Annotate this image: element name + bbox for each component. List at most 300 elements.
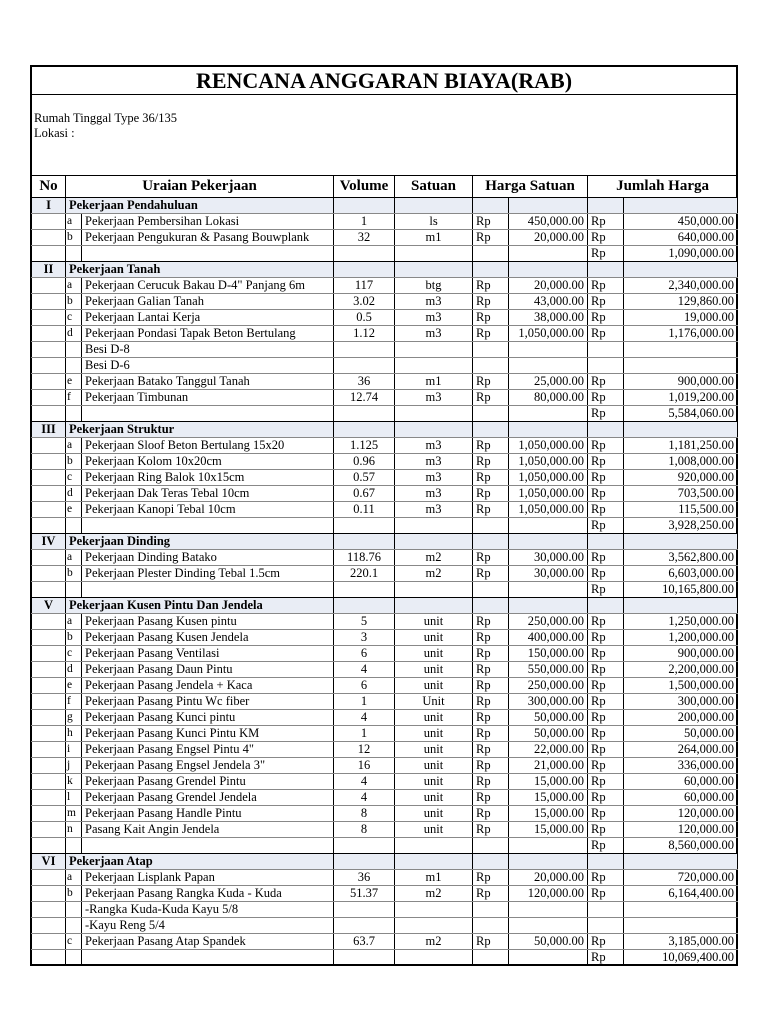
empty-cell (334, 262, 395, 278)
total-currency: Rp (588, 454, 624, 470)
row-number-cell (32, 934, 66, 950)
item-letter: m (66, 806, 82, 822)
item-volume: 220.1 (334, 566, 395, 582)
item-total: 450,000.00 (624, 214, 738, 230)
row-number-cell (32, 390, 66, 406)
price-currency: Rp (473, 470, 509, 486)
item-description: Pekerjaan Pasang Engsel Pintu 4" (82, 742, 334, 758)
total-currency: Rp (588, 694, 624, 710)
item-total (624, 342, 738, 358)
item-letter: d (66, 326, 82, 342)
item-description: Pekerjaan Pasang Engsel Jendela 3" (82, 758, 334, 774)
table-row (32, 742, 738, 758)
header-jumlah-harga: Jumlah Harga (588, 176, 738, 198)
empty-cell (473, 518, 509, 534)
item-letter: a (66, 438, 82, 454)
price-currency: Rp (473, 870, 509, 886)
item-total (624, 918, 738, 934)
item-unit: m3 (395, 326, 473, 342)
item-volume: 12 (334, 742, 395, 758)
section-subtotal: 10,069,400.00 (624, 950, 738, 966)
item-description: Pekerjaan Timbunan (82, 390, 334, 406)
item-unit: m2 (395, 886, 473, 902)
empty-cell (334, 950, 395, 966)
item-unit-price: 50,000.00 (509, 934, 588, 950)
section-header-row (32, 854, 738, 870)
total-currency: Rp (588, 438, 624, 454)
empty-cell (66, 406, 82, 422)
price-currency: Rp (473, 230, 509, 246)
item-description: Pekerjaan Pasang Handle Pintu (82, 806, 334, 822)
empty-cell (82, 406, 334, 422)
item-letter: n (66, 822, 82, 838)
item-unit: unit (395, 614, 473, 630)
item-unit: unit (395, 822, 473, 838)
table-row (32, 822, 738, 838)
price-currency: Rp (473, 486, 509, 502)
table-row (32, 502, 738, 518)
empty-cell (588, 198, 624, 214)
item-description: Pekerjaan Batako Tanggul Tanah (82, 374, 334, 390)
empty-cell (334, 838, 395, 854)
empty-cell (395, 838, 473, 854)
item-letter: b (66, 294, 82, 310)
empty-cell (509, 246, 588, 262)
item-unit-price: 43,000.00 (509, 294, 588, 310)
table-row (32, 278, 738, 294)
empty-cell (334, 198, 395, 214)
item-unit: unit (395, 710, 473, 726)
empty-cell (473, 582, 509, 598)
item-volume: 16 (334, 758, 395, 774)
item-total: 1,019,200.00 (624, 390, 738, 406)
total-currency: Rp (588, 710, 624, 726)
empty-cell (32, 518, 66, 534)
empty-cell (32, 838, 66, 854)
total-currency: Rp (588, 566, 624, 582)
location-label: Lokasi : (34, 126, 75, 140)
item-total: 60,000.00 (624, 774, 738, 790)
item-unit-price: 450,000.00 (509, 214, 588, 230)
table-row (32, 550, 738, 566)
total-currency: Rp (588, 934, 624, 950)
empty-cell (66, 518, 82, 534)
item-letter: j (66, 758, 82, 774)
item-total: 1,176,000.00 (624, 326, 738, 342)
item-total: 120,000.00 (624, 806, 738, 822)
item-unit: unit (395, 630, 473, 646)
item-volume: 3 (334, 630, 395, 646)
table-row (32, 310, 738, 326)
item-description: Pekerjaan Pembersihan Lokasi (82, 214, 334, 230)
item-description: Pekerjaan Lantai Kerja (82, 310, 334, 326)
item-unit-price: 250,000.00 (509, 678, 588, 694)
item-letter (66, 358, 82, 374)
subtotal-currency: Rp (588, 246, 624, 262)
row-number-cell (32, 790, 66, 806)
item-unit: m3 (395, 470, 473, 486)
item-total: 120,000.00 (624, 822, 738, 838)
section-number: VI (32, 854, 66, 870)
total-currency: Rp (588, 390, 624, 406)
item-total: 3,185,000.00 (624, 934, 738, 950)
item-total: 300,000.00 (624, 694, 738, 710)
table-row (32, 294, 738, 310)
price-currency: Rp (473, 550, 509, 566)
empty-cell (82, 950, 334, 966)
table-row (32, 806, 738, 822)
table-row (32, 566, 738, 582)
total-currency: Rp (588, 630, 624, 646)
item-volume: 4 (334, 710, 395, 726)
row-number-cell (32, 294, 66, 310)
item-total: 900,000.00 (624, 374, 738, 390)
item-volume: 1 (334, 694, 395, 710)
item-description: Pekerjaan Kanopi Tebal 10cm (82, 502, 334, 518)
item-letter: h (66, 726, 82, 742)
item-description: Pekerjaan Plester Dinding Tebal 1.5cm (82, 566, 334, 582)
empty-cell (334, 246, 395, 262)
table-row (32, 470, 738, 486)
empty-cell (395, 518, 473, 534)
price-currency: Rp (473, 214, 509, 230)
item-unit (395, 918, 473, 934)
empty-cell (395, 534, 473, 550)
row-number-cell (32, 870, 66, 886)
item-unit-price: 1,050,000.00 (509, 326, 588, 342)
item-description: Pekerjaan Pasang Kunci Pintu KM (82, 726, 334, 742)
item-total: 3,562,800.00 (624, 550, 738, 566)
item-unit-price (509, 358, 588, 374)
section-header-row (32, 198, 738, 214)
item-volume: 4 (334, 662, 395, 678)
item-total: 129,860.00 (624, 294, 738, 310)
empty-cell (509, 406, 588, 422)
price-currency: Rp (473, 294, 509, 310)
item-description: Pekerjaan Kolom 10x20cm (82, 454, 334, 470)
section-title: Pekerjaan Kusen Pintu Dan Jendela (66, 598, 334, 614)
project-name: Rumah Tinggal Type 36/135 (34, 111, 178, 125)
empty-cell (66, 246, 82, 262)
item-volume: 0.57 (334, 470, 395, 486)
price-currency: Rp (473, 326, 509, 342)
item-unit-price (509, 902, 588, 918)
item-unit: ls (395, 214, 473, 230)
item-unit-price: 25,000.00 (509, 374, 588, 390)
total-currency: Rp (588, 678, 624, 694)
item-unit-price: 80,000.00 (509, 390, 588, 406)
item-unit: m3 (395, 310, 473, 326)
item-unit: unit (395, 774, 473, 790)
empty-cell (473, 950, 509, 966)
row-number-cell (32, 694, 66, 710)
item-description: -Kayu Reng 5/4 (82, 918, 334, 934)
item-volume: 36 (334, 374, 395, 390)
item-unit: unit (395, 662, 473, 678)
item-volume: 63.7 (334, 934, 395, 950)
item-description: Pekerjaan Sloof Beton Bertulang 15x20 (82, 438, 334, 454)
subtotal-row (32, 582, 738, 598)
item-total: 2,200,000.00 (624, 662, 738, 678)
item-unit (395, 342, 473, 358)
item-letter: i (66, 742, 82, 758)
section-header-row (32, 422, 738, 438)
total-currency: Rp (588, 758, 624, 774)
price-currency: Rp (473, 438, 509, 454)
table-row (32, 438, 738, 454)
rab-table (31, 175, 738, 966)
table-row (32, 694, 738, 710)
table-row (32, 390, 738, 406)
item-description: Pekerjaan Dak Teras Tebal 10cm (82, 486, 334, 502)
empty-cell (588, 534, 624, 550)
item-letter: c (66, 934, 82, 950)
empty-cell (82, 246, 334, 262)
item-unit: m1 (395, 870, 473, 886)
item-total: 6,603,000.00 (624, 566, 738, 582)
item-description: Pekerjaan Pasang Jendela + Kaca (82, 678, 334, 694)
item-description: Besi D-8 (82, 342, 334, 358)
item-volume (334, 342, 395, 358)
item-description: Pekerjaan Pasang Kusen Jendela (82, 630, 334, 646)
table-row (32, 726, 738, 742)
empty-cell (334, 534, 395, 550)
item-unit-price (509, 342, 588, 358)
empty-cell (395, 582, 473, 598)
item-letter: c (66, 310, 82, 326)
item-total: 19,000.00 (624, 310, 738, 326)
total-currency: Rp (588, 646, 624, 662)
table-row (32, 902, 738, 918)
section-subtotal: 5,584,060.00 (624, 406, 738, 422)
price-currency: Rp (473, 630, 509, 646)
empty-cell (588, 422, 624, 438)
item-unit-price: 20,000.00 (509, 870, 588, 886)
item-total: 1,200,000.00 (624, 630, 738, 646)
item-unit-price: 50,000.00 (509, 726, 588, 742)
price-currency: Rp (473, 806, 509, 822)
table-row (32, 342, 738, 358)
item-description: Pekerjaan Pengukuran & Pasang Bouwplank (82, 230, 334, 246)
item-volume: 0.11 (334, 502, 395, 518)
table-row (32, 886, 738, 902)
row-number-cell (32, 214, 66, 230)
item-total: 1,008,000.00 (624, 454, 738, 470)
price-currency (473, 358, 509, 374)
empty-cell (624, 198, 738, 214)
section-number: V (32, 598, 66, 614)
total-currency: Rp (588, 502, 624, 518)
item-volume: 0.67 (334, 486, 395, 502)
total-currency: Rp (588, 374, 624, 390)
item-total: 1,250,000.00 (624, 614, 738, 630)
table-row (32, 214, 738, 230)
row-number-cell (32, 486, 66, 502)
item-unit: unit (395, 678, 473, 694)
empty-cell (473, 598, 509, 614)
item-volume: 1.12 (334, 326, 395, 342)
subtotal-currency: Rp (588, 406, 624, 422)
item-total: 900,000.00 (624, 646, 738, 662)
item-unit-price: 400,000.00 (509, 630, 588, 646)
item-letter: l (66, 790, 82, 806)
price-currency: Rp (473, 310, 509, 326)
total-currency (588, 358, 624, 374)
section-number: I (32, 198, 66, 214)
item-volume: 8 (334, 806, 395, 822)
empty-cell (66, 950, 82, 966)
item-unit: m3 (395, 390, 473, 406)
row-number-cell (32, 710, 66, 726)
table-row (32, 614, 738, 630)
subtotal-currency: Rp (588, 950, 624, 966)
total-currency: Rp (588, 870, 624, 886)
subtotal-row (32, 246, 738, 262)
empty-cell (66, 838, 82, 854)
empty-cell (395, 854, 473, 870)
item-volume: 4 (334, 790, 395, 806)
subtotal-currency: Rp (588, 838, 624, 854)
table-row (32, 326, 738, 342)
item-description: Pekerjaan Pasang Grendel Jendela (82, 790, 334, 806)
total-currency: Rp (588, 486, 624, 502)
header-volume: Volume (334, 176, 395, 198)
item-description: Pekerjaan Pasang Kusen pintu (82, 614, 334, 630)
empty-cell (624, 598, 738, 614)
empty-cell (334, 422, 395, 438)
subtotal-row (32, 950, 738, 966)
row-number-cell (32, 806, 66, 822)
item-letter: b (66, 886, 82, 902)
empty-cell (473, 246, 509, 262)
item-unit: m2 (395, 550, 473, 566)
item-unit: unit (395, 726, 473, 742)
table-row (32, 454, 738, 470)
empty-cell (32, 582, 66, 598)
price-currency: Rp (473, 646, 509, 662)
item-description: -Rangka Kuda-Kuda Kayu 5/8 (82, 902, 334, 918)
item-unit-price: 15,000.00 (509, 822, 588, 838)
row-number-cell (32, 822, 66, 838)
section-number: II (32, 262, 66, 278)
item-letter: c (66, 646, 82, 662)
section-title: Pekerjaan Atap (66, 854, 334, 870)
row-number-cell (32, 550, 66, 566)
table-row (32, 918, 738, 934)
section-header-row (32, 534, 738, 550)
total-currency: Rp (588, 310, 624, 326)
row-number-cell (32, 342, 66, 358)
empty-cell (509, 422, 588, 438)
section-number: III (32, 422, 66, 438)
price-currency: Rp (473, 822, 509, 838)
empty-cell (82, 518, 334, 534)
section-title: Pekerjaan Dinding (66, 534, 334, 550)
item-unit-price: 250,000.00 (509, 614, 588, 630)
item-letter: f (66, 390, 82, 406)
total-currency: Rp (588, 790, 624, 806)
table-row (32, 374, 738, 390)
price-currency: Rp (473, 278, 509, 294)
row-number-cell (32, 310, 66, 326)
item-letter: d (66, 662, 82, 678)
item-volume: 3.02 (334, 294, 395, 310)
item-letter: b (66, 566, 82, 582)
row-number-cell (32, 454, 66, 470)
item-letter: a (66, 214, 82, 230)
item-volume: 12.74 (334, 390, 395, 406)
table-row (32, 486, 738, 502)
row-number-cell (32, 470, 66, 486)
price-currency: Rp (473, 934, 509, 950)
item-unit-price: 150,000.00 (509, 646, 588, 662)
empty-cell (32, 246, 66, 262)
item-total: 2,340,000.00 (624, 278, 738, 294)
row-number-cell (32, 614, 66, 630)
item-description: Pekerjaan Pasang Kunci pintu (82, 710, 334, 726)
empty-cell (473, 198, 509, 214)
item-letter: f (66, 694, 82, 710)
item-unit: m1 (395, 230, 473, 246)
item-description: Pekerjaan Cerucuk Bakau D-4" Panjang 6m (82, 278, 334, 294)
item-unit-price: 15,000.00 (509, 790, 588, 806)
total-currency (588, 342, 624, 358)
item-total: 640,000.00 (624, 230, 738, 246)
item-unit-price (509, 918, 588, 934)
empty-cell (473, 262, 509, 278)
price-currency: Rp (473, 710, 509, 726)
item-unit-price: 15,000.00 (509, 774, 588, 790)
empty-cell (509, 198, 588, 214)
empty-cell (473, 422, 509, 438)
document-title: RENCANA ANGGARAN BIAYA(RAB) (32, 67, 736, 95)
empty-cell (624, 854, 738, 870)
price-currency: Rp (473, 726, 509, 742)
header-uraian: Uraian Pekerjaan (66, 176, 334, 198)
total-currency: Rp (588, 886, 624, 902)
empty-cell (334, 518, 395, 534)
empty-cell (395, 422, 473, 438)
item-unit-price: 120,000.00 (509, 886, 588, 902)
item-volume (334, 358, 395, 374)
empty-cell (473, 534, 509, 550)
item-unit-price: 1,050,000.00 (509, 454, 588, 470)
price-currency (473, 918, 509, 934)
price-currency: Rp (473, 758, 509, 774)
empty-cell (473, 406, 509, 422)
item-volume: 0.5 (334, 310, 395, 326)
empty-cell (473, 854, 509, 870)
item-total: 703,500.00 (624, 486, 738, 502)
price-currency: Rp (473, 886, 509, 902)
row-number-cell (32, 742, 66, 758)
empty-cell (334, 406, 395, 422)
item-volume: 6 (334, 646, 395, 662)
empty-cell (334, 598, 395, 614)
item-letter: a (66, 550, 82, 566)
item-volume: 0.96 (334, 454, 395, 470)
item-unit-price: 38,000.00 (509, 310, 588, 326)
item-unit-price: 20,000.00 (509, 278, 588, 294)
item-unit-price: 15,000.00 (509, 806, 588, 822)
item-letter: c (66, 470, 82, 486)
empty-cell (395, 406, 473, 422)
row-number-cell (32, 278, 66, 294)
item-unit-price: 550,000.00 (509, 662, 588, 678)
total-currency: Rp (588, 214, 624, 230)
table-row (32, 710, 738, 726)
item-description: Pekerjaan Pasang Pintu Wc fiber (82, 694, 334, 710)
